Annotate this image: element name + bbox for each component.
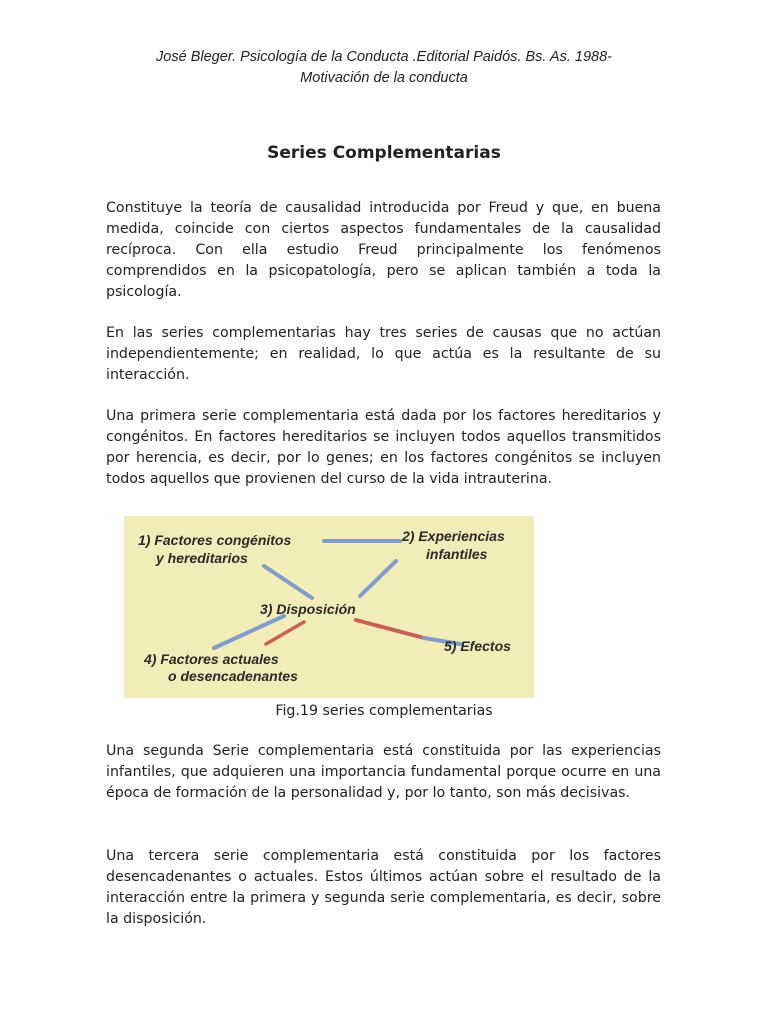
label-experiencias: 2) Experiencias — [402, 528, 505, 544]
paragraph-1: Constituye la teoría de causalidad introducida por Freud y que, en buena medida, coincide con ciertos aspectos fundamentales de la causalidad recíproca. Con ella estudio Freud principalmente los fenómenos comprendidos en la psicopatología, pero se aplican también a toda la psicología. — [106, 200, 661, 300]
label-hereditarios: y hereditarios — [156, 550, 248, 566]
paragraph-3: Una primera serie complementaria está dada por los factores hereditarios y congénitos. En factores hereditarios se incluyen todos aquellos transmitidos por herencia, es decir, por lo genes; en los factores congénitos se incluyen todos aquellos que provienen del curso de la vida intrauterina. — [106, 408, 661, 487]
section-title: Series Complementarias — [267, 143, 501, 163]
citation-line-2: Motivación de la conducta — [300, 70, 468, 86]
figure-caption: Fig.19 series complementarias — [275, 703, 493, 719]
label-desencadenantes: o desencadenantes — [168, 668, 298, 684]
citation-line-1: José Bleger. Psicología de la Conducta .Editorial Paidós. Bs. As. 1988- — [156, 49, 612, 65]
paragraph-2: En las series complementarias hay tres series de causas que no actúan independientemente; en realidad, lo que actúa es la resultante de su interacción. — [106, 325, 661, 383]
citation-header — [0, 47, 768, 89]
label-infantiles: infantiles — [426, 546, 488, 562]
label-factores-congenitos: 1) Factores congénitos — [138, 532, 292, 548]
paragraph-4: Una segunda Serie complementaria está constituida por las experiencias infantiles, que adquieren una importancia fundamental porque ocurre en una época de formación de la personalidad y, por lo tanto, son más decisivas. — [106, 743, 661, 801]
label-factores-actuales: 4) Factores actuales — [144, 651, 279, 667]
label-disposicion: 3) Disposición — [260, 601, 356, 617]
series-diagram-figure — [124, 516, 534, 698]
paragraph-5: Una tercera serie complementaria está constituida por los factores desencadenantes o actuales. Estos últimos actúan sobre el resultado de la interacción entre la primera y segunda serie complementaria, es decir, sobre la disposición. — [106, 848, 661, 927]
series-diagram — [124, 516, 534, 698]
label-efectos: 5) Efectos — [444, 638, 511, 654]
